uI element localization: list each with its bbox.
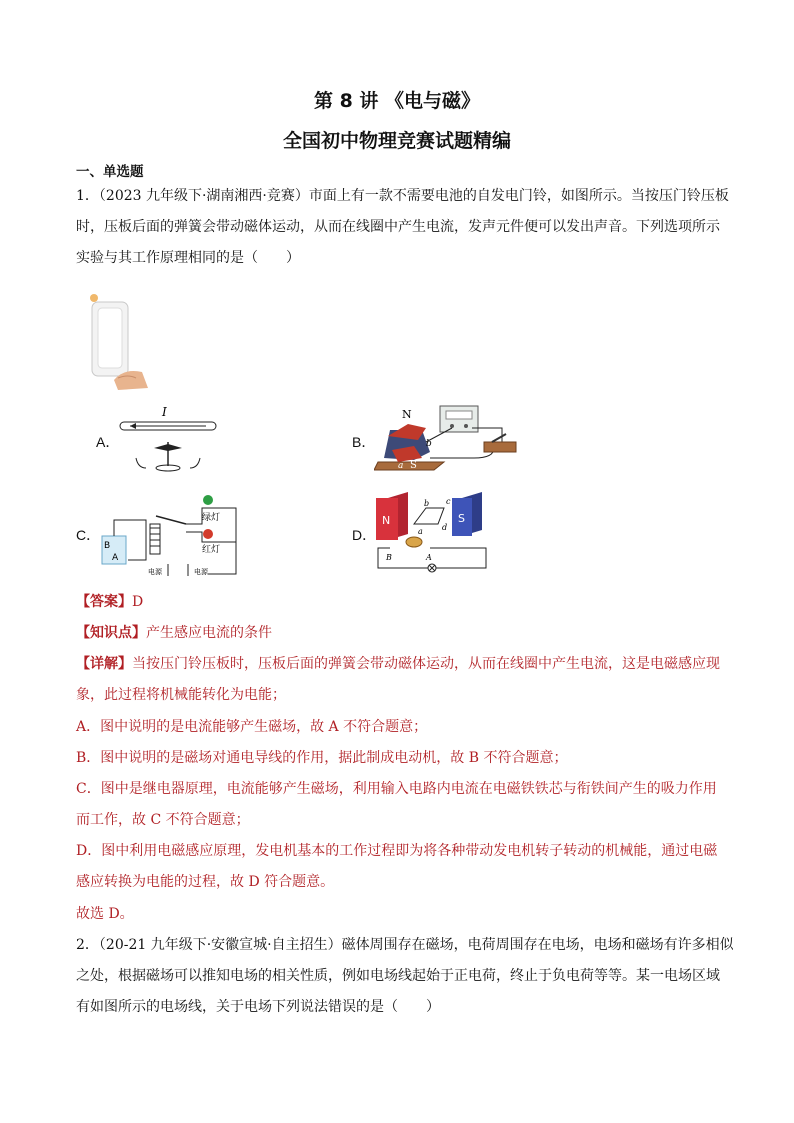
d-b-label: b bbox=[424, 499, 430, 508]
c-b-label: B bbox=[104, 541, 111, 551]
c-red-label: 红灯 bbox=[202, 545, 221, 555]
q2-line-1: 2．（20-21 九年级下·安徽宣城·自主招生）磁体周围存在磁场，电荷周围存在电场，电场和磁场有许多相似 bbox=[76, 937, 734, 953]
option-c-figure bbox=[98, 490, 238, 576]
section-heading: 一、单选题 bbox=[76, 164, 144, 180]
answer-line bbox=[76, 592, 143, 612]
option-b-label: B． bbox=[352, 434, 376, 450]
q1-line-2: 时，压板后面的弹簧会带动磁体运动，从而在线圈中产生电流，发声元件便可以发出声音。下列选项所示 bbox=[76, 219, 720, 235]
a-current-label: I bbox=[162, 405, 167, 419]
collection-title: 全国初中物理竞赛试题精编 bbox=[282, 130, 511, 152]
answer-tag: 【答案】 bbox=[76, 594, 132, 610]
d-a-label: a bbox=[418, 527, 423, 536]
option-c-label: C． bbox=[76, 527, 101, 543]
d-A-label: A bbox=[426, 553, 432, 562]
b-n-label: N bbox=[402, 408, 412, 421]
b-b-label: b bbox=[426, 439, 432, 449]
d-d-label: d bbox=[442, 523, 448, 532]
option-d-figure bbox=[374, 488, 494, 578]
c-power1-label: 电源 bbox=[148, 568, 162, 576]
knowledge-value: 产生感应电流的条件 bbox=[146, 625, 272, 641]
detail-line-9: 故选 D。 bbox=[76, 906, 134, 922]
option-a-figure bbox=[116, 404, 226, 476]
detail-tag: 【详解】 bbox=[76, 656, 132, 672]
detail-line-6: 而工作，故 C 不符合题意； bbox=[76, 812, 250, 828]
option-d-label: D． bbox=[352, 527, 377, 543]
q1-line-1: 1．（2023 九年级下·湖南湘西·竞赛）市面上有一款不需要电池的自发电门铃，如图所示。当按压门铃压板 bbox=[76, 188, 729, 204]
answer-value: D bbox=[132, 594, 144, 610]
d-s-label: S bbox=[458, 512, 465, 525]
detail-line-2: 象，此过程将机械能转化为电能； bbox=[76, 687, 286, 703]
q1-line-3: 实验与其工作原理相同的是（ ） bbox=[76, 250, 300, 266]
d-n-label: N bbox=[382, 514, 391, 527]
knowledge-line bbox=[76, 623, 272, 643]
detail-line-3: A．图中说明的是电流能够产生磁场，故 A 不符合题意； bbox=[76, 719, 428, 735]
b-s-label: S bbox=[410, 460, 417, 471]
c-green-label: 绿灯 bbox=[202, 513, 221, 523]
c-power2-label: 电源 bbox=[194, 568, 208, 576]
option-a-label: A． bbox=[96, 434, 120, 450]
knowledge-tag: 【知识点】 bbox=[76, 625, 146, 641]
q2-line-2: 之处，根据磁场可以推知电场的相关性质，例如电场线起始于正电荷，终止于负电荷等等。某一电场区域 bbox=[76, 968, 720, 984]
detail-line-8: 感应转换为电能的过程，故 D 符合题意。 bbox=[76, 874, 335, 890]
detail-line-1 bbox=[76, 654, 720, 674]
q2-line-3: 有如图所示的电场线，关于电场下列说法错误的是（ ） bbox=[76, 999, 440, 1015]
detail-line-7: D．图中利用电磁感应原理，发电机基本的工作过程即为将各种带动发电机转子转动的机械能，通过电磁 bbox=[76, 843, 718, 859]
doorbell-image bbox=[84, 292, 154, 392]
option-b-figure bbox=[374, 402, 524, 474]
detail-line-5: C．图中是继电器原理，电流能够产生磁场，利用输入电路内电流在电磁铁铁芯与衔铁间产生的吸力作用 bbox=[76, 781, 717, 797]
c-a-label: A bbox=[112, 553, 119, 563]
d-c-label: c bbox=[446, 497, 451, 506]
d-B-label: B bbox=[386, 553, 392, 562]
detail-line-4: B．图中说明的是磁场对通电导线的作用，据此制成电动机，故 B 不符合题意； bbox=[76, 750, 568, 766]
detail-text-1: 当按压门铃压板时，压板后面的弹簧会带动磁体运动，从而在线圈中产生电流，这是电磁感应现 bbox=[132, 656, 720, 672]
lecture-title: 第 8 讲 《电与磁》 bbox=[313, 90, 481, 112]
b-a-label: a bbox=[398, 461, 404, 471]
